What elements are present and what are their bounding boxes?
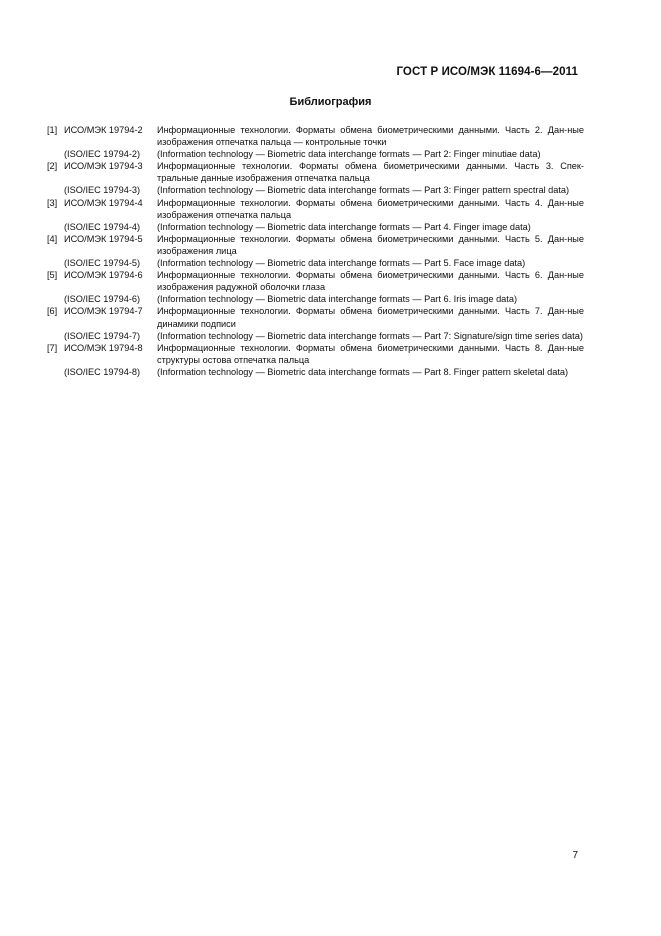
- reference-entry: [47, 124, 584, 160]
- reference-text-en: (Information technology — Biometric data interchange formats — Part 2: Finger minutiae data): [157, 149, 541, 160]
- reference-number: [7]: [47, 342, 58, 353]
- reference-code-ru: ИСО/МЭК 19794-6: [64, 270, 143, 281]
- reference-number: [4]: [47, 233, 58, 244]
- reference-code-ru: ИСО/МЭК 19794-2: [64, 125, 143, 135]
- reference-text-ru: Информационные технологии. Форматы обмена биометрическими данными. Часть 5. Дан-ные изображения лица: [157, 233, 584, 256]
- reference-entry: [47, 197, 584, 233]
- reference-entry: [47, 269, 584, 305]
- reference-code-ru: ИСО/МЭК 19794-5: [64, 233, 143, 244]
- reference-code-en: (ISO/IEC 19794-7): [64, 330, 141, 341]
- reference-code-en: (ISO/IEC 19794-4): [64, 221, 141, 232]
- reference-code-ru: ИСО/МЭК 19794-7: [64, 306, 143, 317]
- reference-entry: [47, 305, 584, 341]
- reference-text-ru: Информационные технологии. Форматы обмена биометрическими данными. Часть 7. Дан-ные динамики подписи: [157, 306, 584, 329]
- reference-text-en: (Information technology — Biometric data interchange formats — Part 5. Face image data): [157, 258, 526, 269]
- reference-code-ru: ИСО/МЭК 19794-4: [64, 197, 143, 208]
- reference-text-ru: Информационные технологии. Форматы обмена биометрическими данными. Часть 4. Дан-ные изображения отпечатка пальца: [157, 197, 584, 220]
- reference-text-ru: Информационные технологии. Форматы обмена биометрическими данными. Часть 8. Дан-ные структуры остова отпечатка пальца: [157, 342, 584, 365]
- reference-entry: [47, 160, 584, 196]
- reference-text-ru: Информационные технологии. Форматы обмена биометрическими данными. Часть 3. Спек-тральные данные изображения отпечатка пальца: [157, 161, 584, 184]
- reference-code-ru: ИСО/МЭК 19794-8: [64, 342, 143, 353]
- reference-code-en: (ISO/IEC 19794-5): [64, 258, 141, 269]
- reference-number: [5]: [47, 270, 58, 281]
- reference-text-en: (Information technology — Biometric data interchange formats — Part 8. Finger pattern skeletal data): [157, 366, 569, 377]
- reference-code-en: (ISO/IEC 19794-6): [64, 294, 141, 305]
- reference-number: [1]: [47, 125, 58, 135]
- reference-text-ru: Информационные технологии. Форматы обмена биометрическими данными. Часть 2. Дан-ные изображения отпечатка пальца — контрольные точки: [157, 125, 584, 148]
- reference-code-en: (ISO/IEC 19794-8): [64, 366, 141, 377]
- reference-code-en: (ISO/IEC 19794-3): [64, 185, 141, 196]
- reference-code-ru: ИСО/МЭК 19794-3: [64, 161, 143, 172]
- reference-text-en: (Information technology — Biometric data interchange formats — Part 6. Iris image data): [157, 294, 518, 305]
- reference-text-en: (Information technology — Biometric data interchange formats — Part 3: Finger pattern spectral data): [157, 185, 570, 196]
- document-header: ГОСТ Р ИСО/МЭК 11694-6—2011: [396, 66, 578, 78]
- reference-number: [3]: [47, 197, 58, 208]
- reference-text-en: (Information technology — Biometric data interchange formats — Part 4. Finger image data): [157, 221, 531, 232]
- reference-text-en: (Information technology — Biometric data interchange formats — Part 7: Signature/sign time series data): [157, 330, 583, 341]
- bibliography-list: [47, 124, 584, 378]
- reference-code-en: (ISO/IEC 19794-2): [64, 149, 141, 160]
- reference-text-ru: Информационные технологии. Форматы обмена биометрическими данными. Часть 6. Дан-ные изображения радужной оболочки глаза: [157, 270, 584, 293]
- reference-entry: [47, 233, 584, 269]
- reference-entry: [47, 342, 584, 378]
- reference-number: [2]: [47, 161, 58, 172]
- page-number: 7: [572, 850, 578, 861]
- reference-number: [6]: [47, 306, 58, 317]
- section-title: Библиография: [289, 96, 372, 108]
